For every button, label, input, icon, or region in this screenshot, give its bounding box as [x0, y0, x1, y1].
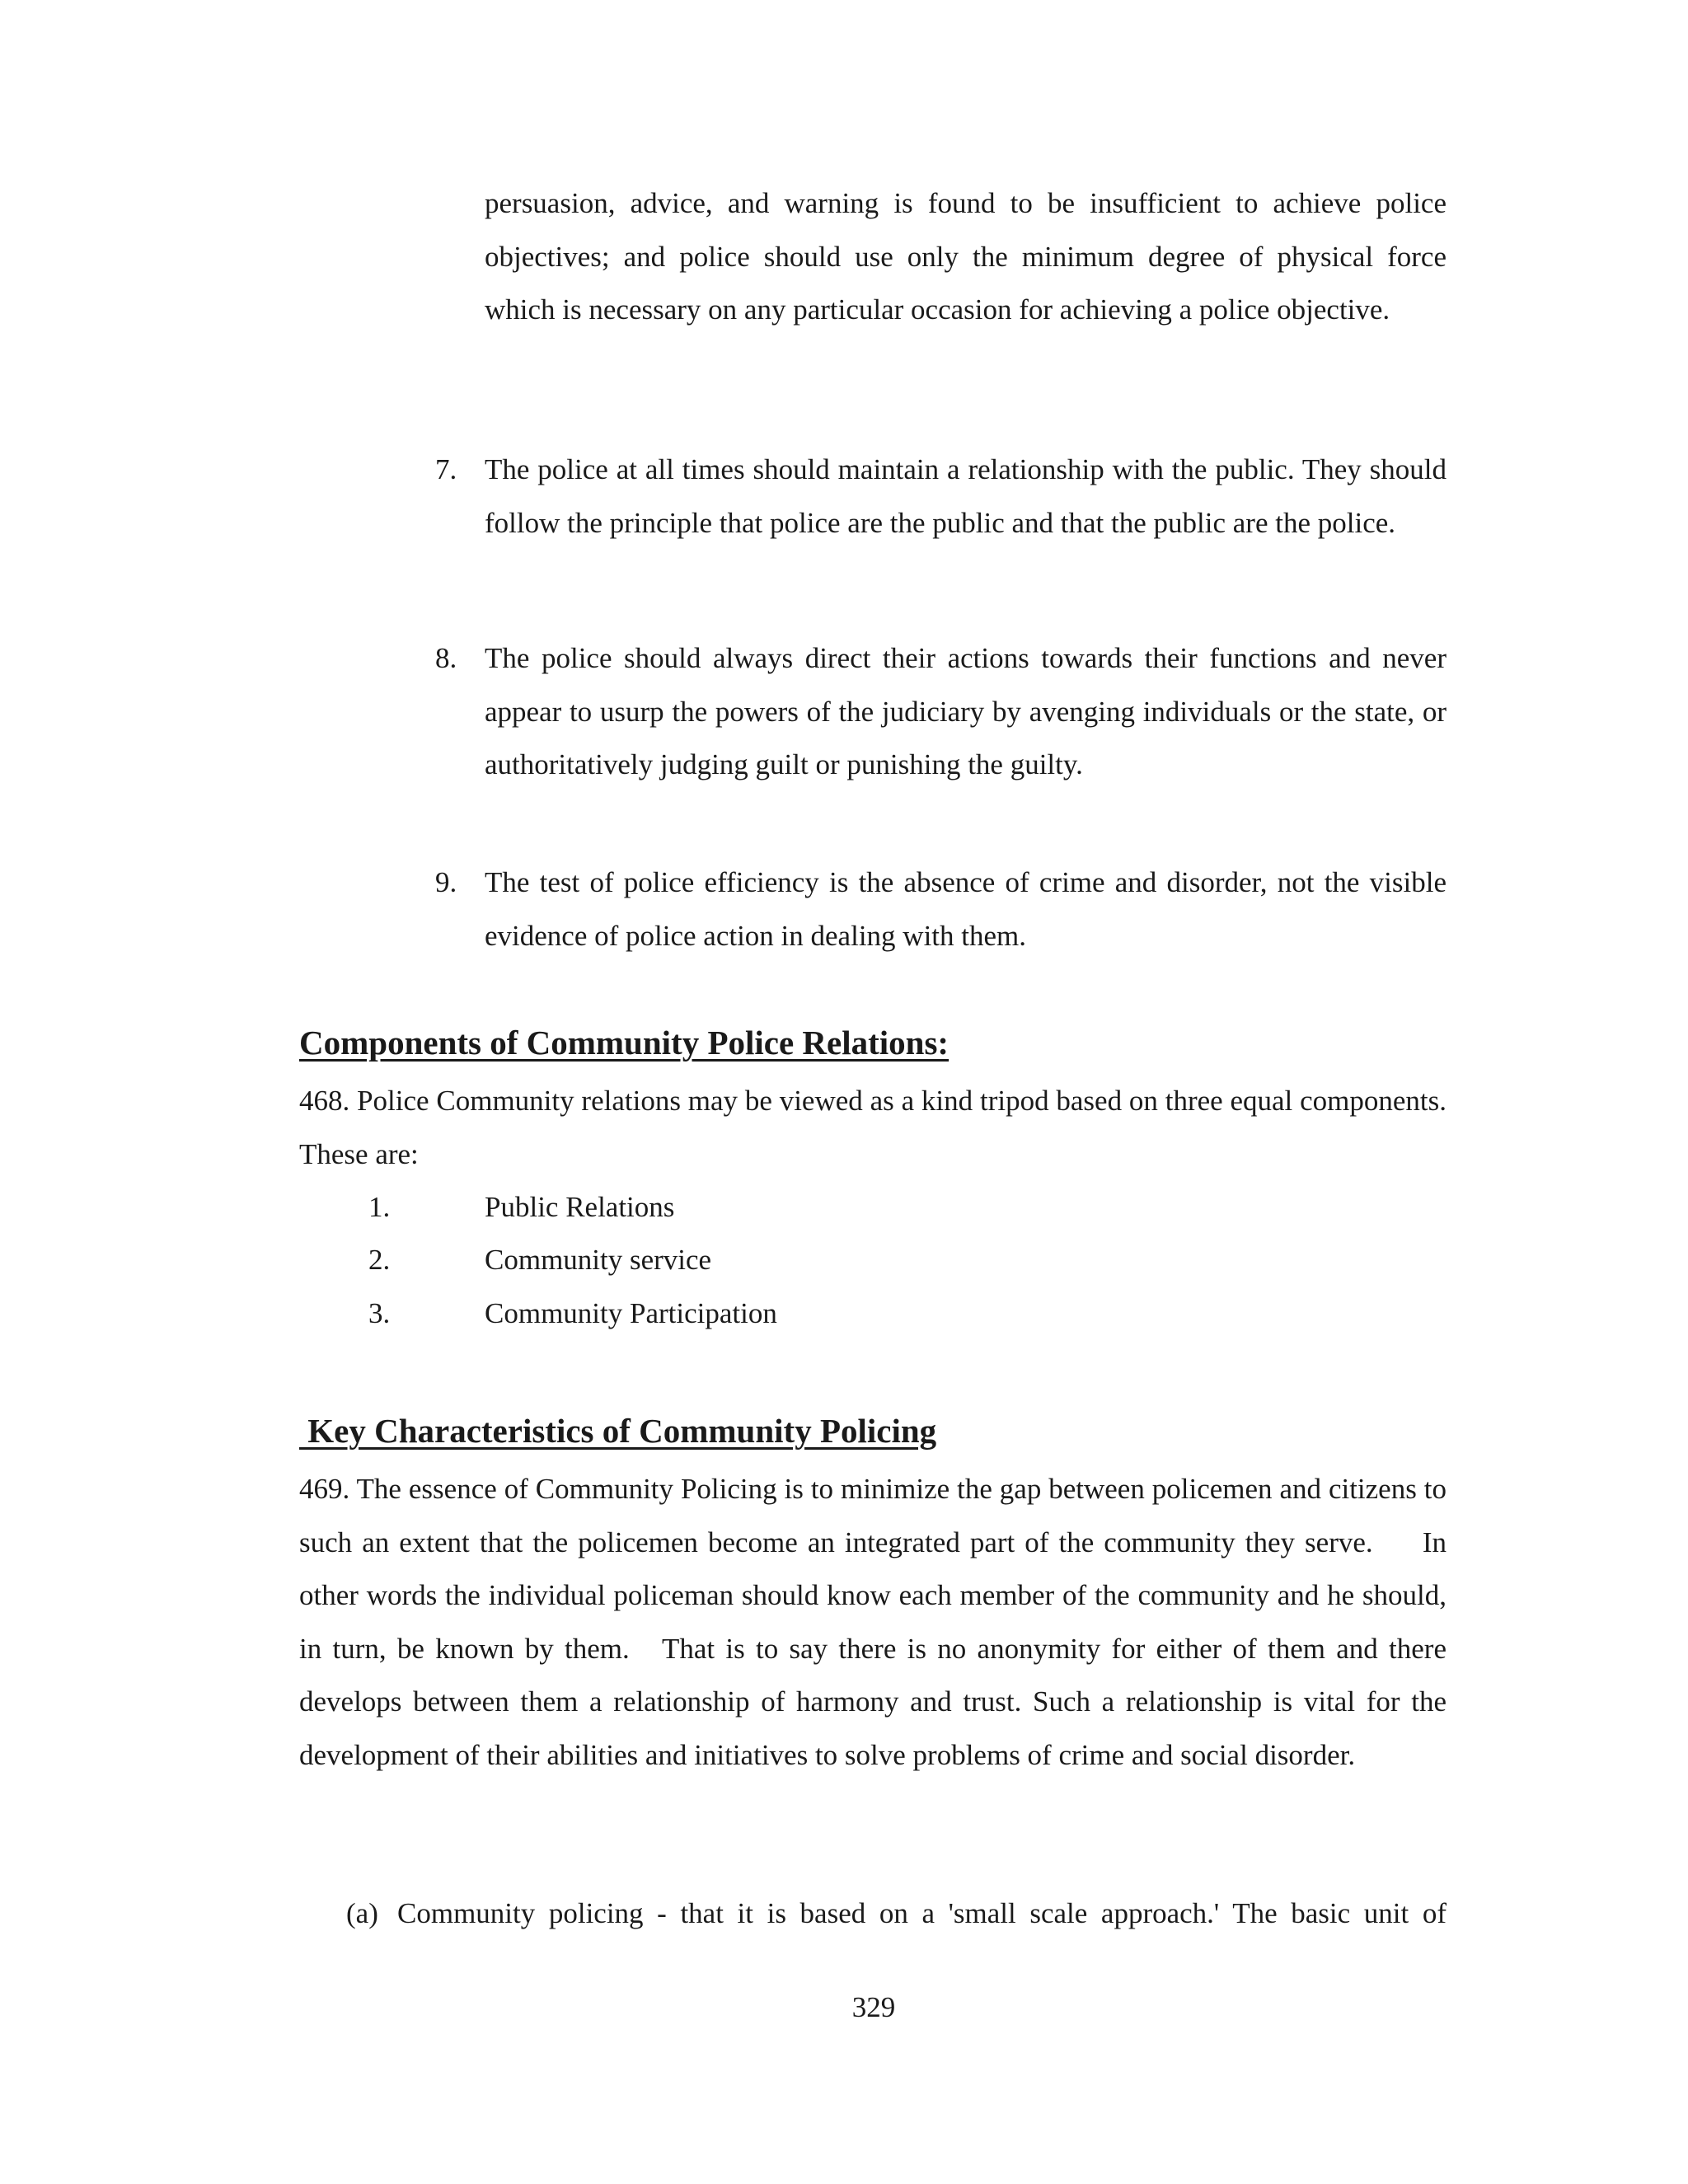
principle-item-7 [435, 443, 1447, 550]
characteristics-paragraph [299, 1463, 1454, 1782]
principle-text: The police should always direct their actions towards their functions and never appear to usurp the powers of the judiciary by avenging individuals or the state, or authoritatively judging guilt or punishing the guilty. [485, 642, 1447, 780]
principle-number: 9. [435, 866, 457, 898]
component-number: 3. [368, 1297, 391, 1329]
continuation-paragraph [485, 177, 1447, 337]
principle-number: 7. [435, 453, 457, 485]
component-label: Public Relations [485, 1191, 675, 1223]
principle-number: 8. [435, 642, 457, 674]
principle-item-8 [435, 632, 1447, 792]
component-label: Community service [485, 1244, 712, 1276]
principle-item-9 [435, 856, 1447, 963]
continuation-text: persuasion, advice, and warning is found to be insufficient to achieve police objectives; and police should use only the minimum degree of physical force which is necessary on any particular occasion for achieving a police objective. [485, 187, 1447, 326]
page-number: 329 [851, 1991, 896, 2023]
characteristic-sub-item [346, 1887, 1447, 1941]
characteristics-heading: Key Characteristics of Community Policing [299, 1412, 937, 1450]
components-paragraph [299, 1075, 1447, 1181]
principle-text: The police at all times should maintain a relationship with the public. They should follow the principle that police are the public and that the public are the police. [485, 453, 1447, 539]
component-number: 1. [368, 1191, 391, 1223]
component-number: 2. [368, 1244, 391, 1276]
sub-item-text: Community policing - that it is based on a 'small scale approach.' The basic unit of [397, 1897, 1447, 1929]
principle-text: The test of police efficiency is the absence of crime and disorder, not the visible evidence of police action in dealing with them. [485, 866, 1447, 952]
component-label: Community Participation [485, 1297, 777, 1329]
components-heading: Components of Community Police Relations: [299, 1024, 950, 1062]
sub-item-label: (a) [346, 1897, 378, 1929]
characteristics-paragraph-text: 469. The essence of Community Policing is to minimize the gap between policemen and citizens to such an extent that the policemen become an integrated part of the community they serve. In other words the individual policeman should know each member of the community and he should, in turn, be known by them. That is to say there is no anonymity for either of them and there develops between them a relationship of harmony and trust. Such a relationship is vital for the development of their abilities and initiatives to solve problems of crime and social disorder. [299, 1473, 1454, 1771]
components-paragraph-text: 468. Police Community relations may be viewed as a kind tripod based on three equal components. These are: [299, 1085, 1447, 1170]
